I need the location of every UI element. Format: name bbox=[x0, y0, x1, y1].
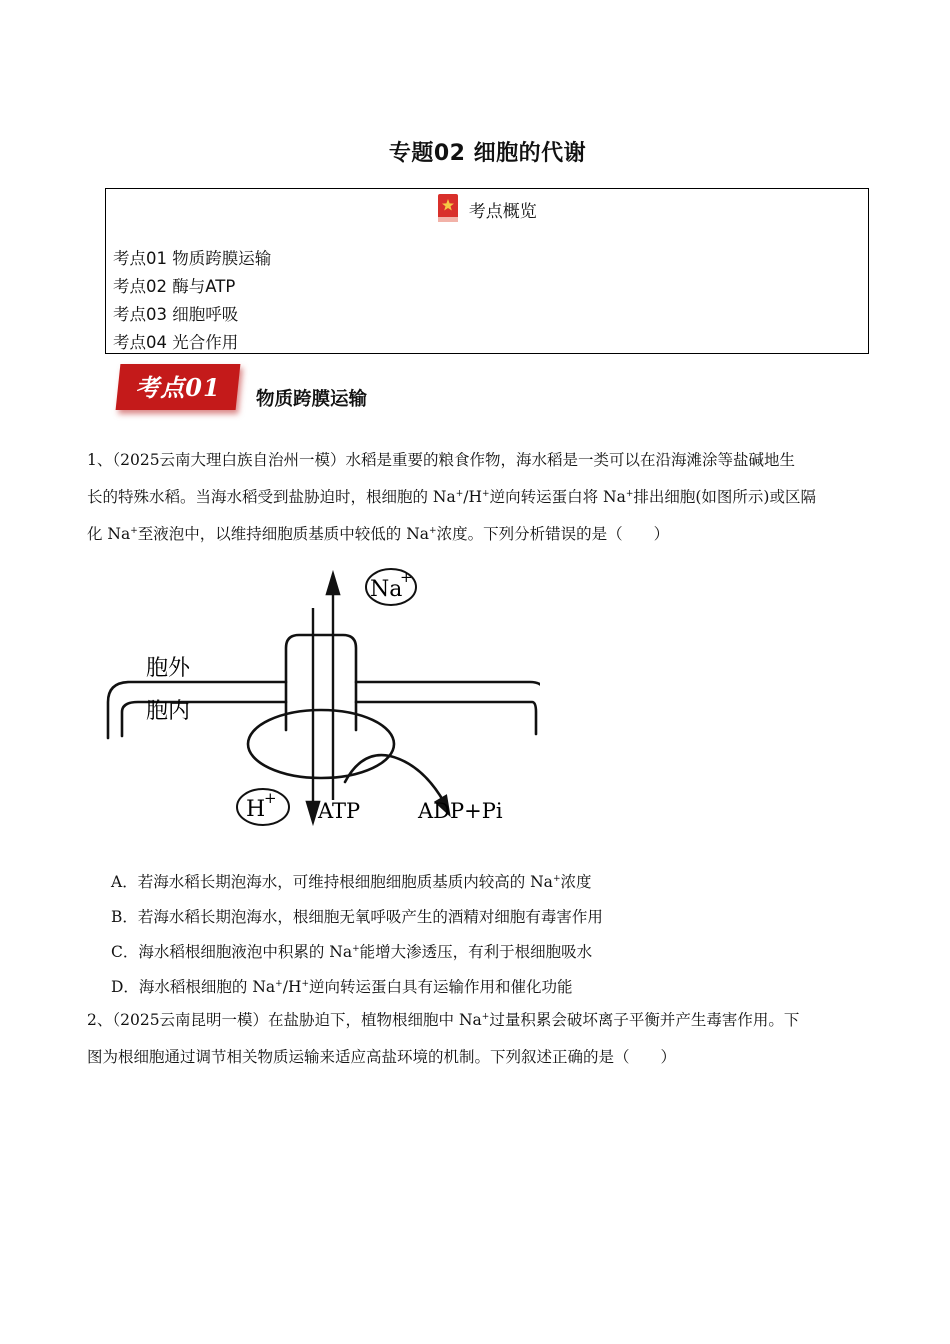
section-badge-label: 考点01 bbox=[135, 373, 221, 402]
na-charge: + bbox=[400, 568, 413, 586]
overview-heading bbox=[106, 193, 868, 228]
option-c[interactable]: C．海水稻根细胞液泡中积累的 Na+能增大渗透压，有利于根细胞吸水 bbox=[111, 943, 593, 961]
overview-list bbox=[113, 245, 271, 357]
overview-item[interactable]: 考点01 物质跨膜运输 bbox=[113, 249, 272, 268]
adp-pi-label: ADP+Pi bbox=[418, 799, 503, 823]
h-charge: + bbox=[264, 789, 277, 807]
overview-item[interactable]: 考点02 酶与ATP bbox=[113, 277, 236, 296]
atp-label: ATP bbox=[318, 799, 361, 823]
na-ion-label: Na bbox=[370, 577, 403, 602]
q1-line-2: 长的特殊水稻。当海水稻受到盐胁迫时，根细胞的 Na+/H+逆向转运蛋白将 Na+排出细胞(如图所示)或区隔 bbox=[87, 488, 816, 506]
question-1-stem bbox=[87, 442, 867, 553]
overview-box bbox=[105, 188, 869, 354]
option-b[interactable]: B．若海水稻长期泡海水，根细胞无氧呼吸产生的酒精对细胞有毒害作用 bbox=[111, 908, 603, 926]
overview-item[interactable]: 考点04 光合作用 bbox=[113, 333, 239, 352]
page-title: 专题02 细胞的代谢 bbox=[388, 141, 587, 166]
question-2-stem bbox=[87, 1002, 867, 1076]
overview-item[interactable]: 考点03 细胞呼吸 bbox=[113, 305, 239, 324]
option-d[interactable]: D．海水稻根细胞的 Na+/H+逆向转运蛋白具有运输作用和催化功能 bbox=[111, 978, 573, 996]
q2-line-2: 图为根细胞通过调节相关物质运输来适应高盐环境的机制。下列叙述正确的是（ ） bbox=[87, 1048, 677, 1066]
book-icon bbox=[437, 193, 459, 228]
inside-label: 胞内 bbox=[146, 699, 191, 724]
q2-line-1: 2、（2025云南昆明一模）在盐胁迫下，植物根细胞中 Na+过量积累会破坏离子平衡并产生毒害作用。下 bbox=[87, 1011, 800, 1029]
q1-line-1: 1、（2025云南大理白族自治州一模）水稻是重要的粮食作物，海水稻是一类可以在沿海滩涂等盐碱地生 bbox=[87, 451, 796, 469]
section-title: 物质跨膜运输 bbox=[256, 389, 368, 410]
option-a[interactable]: A．若海水稻长期泡海水，可维持根细胞细胞质基质内较高的 Na+浓度 bbox=[111, 873, 592, 891]
outside-label: 胞外 bbox=[146, 656, 191, 681]
na-h-antiporter-diagram bbox=[100, 560, 540, 839]
q1-line-3: 化 Na+至液泡中，以维持细胞质基质中较低的 Na+浓度。下列分析错误的是（ ） bbox=[87, 525, 670, 543]
overview-heading-label: 考点概览 bbox=[468, 202, 537, 222]
h-ion-label: H bbox=[246, 797, 266, 822]
